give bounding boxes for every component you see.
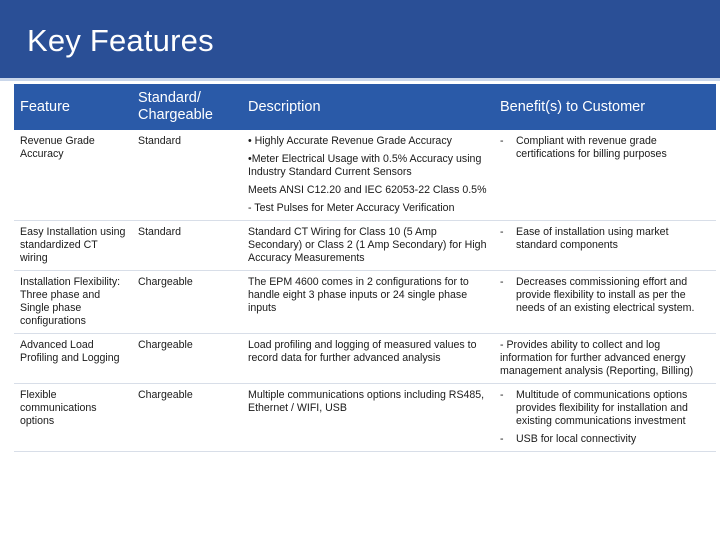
description-cell <box>242 384 494 452</box>
table-row <box>14 130 716 221</box>
description-cell <box>242 130 494 221</box>
benefit-cell <box>494 271 716 334</box>
benefit-item <box>500 433 710 446</box>
header-benefits: Benefit(s) to Customer <box>494 84 716 130</box>
benefit-text: USB for local connectivity <box>516 433 637 445</box>
dash-bullet: - <box>500 389 504 401</box>
feature-cell: Easy Installation using standardized CT wiring <box>14 221 132 271</box>
benefit-text: - Provides ability to collect and log information for further advanced energy management analysis (Reporting, Billing) <box>500 339 694 377</box>
table-row <box>14 384 716 452</box>
header-standard-chargeable: Standard/ Chargeable <box>132 84 242 130</box>
benefit-text: Multitude of communications options provides flexibility for installation and existing communications investment <box>516 389 688 427</box>
description-line: • Highly Accurate Revenue Grade Accuracy <box>248 135 452 147</box>
table-row <box>14 334 716 384</box>
description-cell <box>242 271 494 334</box>
dash-bullet: - <box>500 135 504 147</box>
benefit-text: Compliant with revenue grade certifications for billing purposes <box>516 135 667 160</box>
page-title: Key Features <box>27 23 214 58</box>
benefit-text: Ease of installation using market standard components <box>516 226 669 251</box>
benefit-cell <box>494 221 716 271</box>
type-cell: Chargeable <box>132 271 242 334</box>
feature-cell: Advanced Load Profiling and Logging <box>14 334 132 384</box>
benefit-cell <box>494 384 716 452</box>
type-cell: Chargeable <box>132 384 242 452</box>
description-line: Multiple communications options including RS485, Ethernet / WIFI, USB <box>248 389 485 414</box>
type-cell: Chargeable <box>132 334 242 384</box>
table-row <box>14 271 716 334</box>
description-cell <box>242 334 494 384</box>
table-header-row <box>14 84 716 130</box>
benefit-item <box>500 389 710 428</box>
description-line: •Meter Electrical Usage with 0.5% Accuracy using Industry Standard Current Sensors <box>248 153 482 178</box>
header-feature: Feature <box>14 84 132 130</box>
benefit-item <box>500 135 710 161</box>
feature-cell: Installation Flexibility: Three phase and Single phase configurations <box>14 271 132 334</box>
description-cell <box>242 221 494 271</box>
dash-bullet: - <box>500 433 504 445</box>
benefit-cell <box>494 334 716 384</box>
description-line: Load profiling and logging of measured values to record data for further advanced analysis <box>248 339 477 364</box>
features-table <box>14 84 716 452</box>
table-row <box>14 221 716 271</box>
feature-cell: Flexible communications options <box>14 384 132 452</box>
benefit-item <box>500 276 710 315</box>
dash-bullet: - <box>500 276 504 288</box>
title-bar <box>0 0 720 81</box>
header-description: Description <box>242 84 494 130</box>
description-line: The EPM 4600 comes in 2 configurations for to handle eight 3 phase inputs or 24 single phase inputs <box>248 276 469 314</box>
type-cell: Standard <box>132 130 242 221</box>
description-line: Standard CT Wiring for Class 10 (5 Amp Secondary) or Class 2 (1 Amp Secondary) for High Accuracy Measurements <box>248 226 487 264</box>
dash-bullet: - <box>500 226 504 238</box>
description-line: - Test Pulses for Meter Accuracy Verification <box>248 202 455 214</box>
description-line: Meets ANSI C12.20 and IEC 62053-22 Class 0.5% <box>248 184 487 196</box>
feature-cell: Revenue Grade Accuracy <box>14 130 132 221</box>
benefit-text: Decreases commissioning effort and provide flexibility to install as per the needs of an existing electrical system. <box>516 276 695 314</box>
benefit-cell <box>494 130 716 221</box>
type-cell: Standard <box>132 221 242 271</box>
benefit-item <box>500 226 710 252</box>
